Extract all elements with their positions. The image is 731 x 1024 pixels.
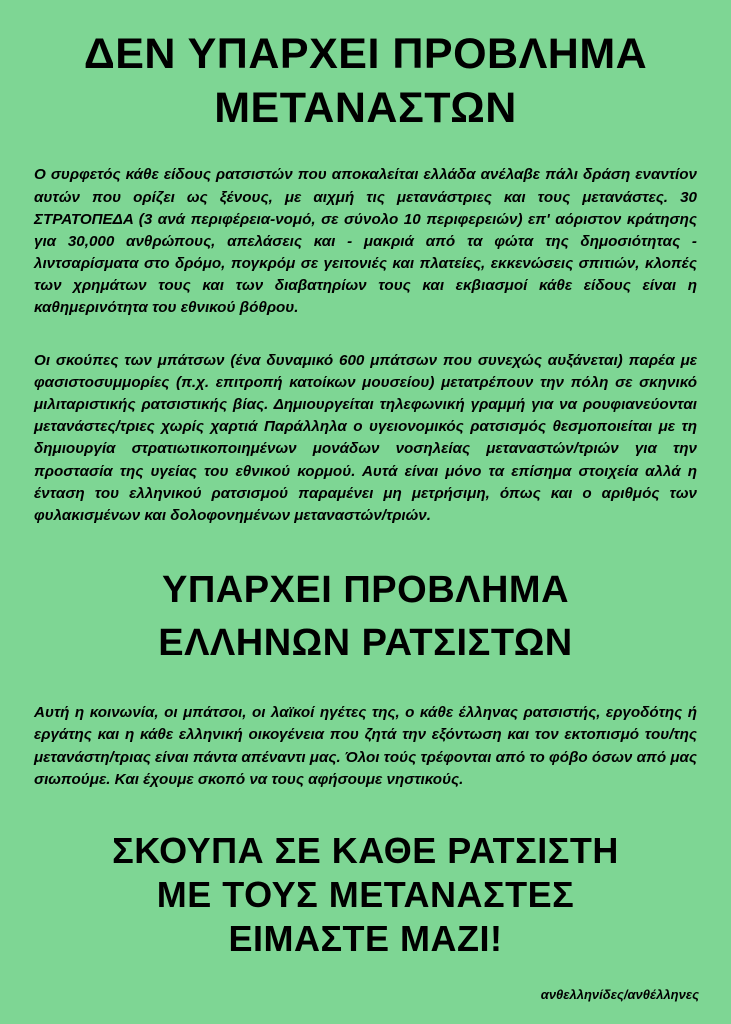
headline-secondary [28,569,703,664]
paragraph-one: Ο συρφετός κάθε είδους ρατσιστών που αποκαλείται ελλάδα ανέλαβε πάλι δράση εναντίον αυτών που ορίζει ως ξένους, με αιχμή τις μετανάστριες και τους μετανάστες. 30 ΣΤΡΑΤΟΠΕΔΑ (3 ανά περιφέρεια-νομό, σε σύνολο 10 περιφερειών) επ' αόριστον κράτησης για 30,000 ανθρώπους, απελάσεις και - μακριά από τα φώτα της δημοσιότητας - λιντσαρίσματα στο δρόμο, πογκρόμ σε γειτονιές και πλατείες, εκκενώσεις σπιτιών, κλοπές των χρημάτων τους και των διαβατηρίων τους και εκβιασμοί κάθε είδους είναι η καθημερινότητα του εθνικού βόθρου. [34,166,697,317]
headline-primary-line2: ΜΕΤΑΝΑΣΤΩΝ [214,84,517,133]
headline-secondary-line2: ΕΛΛΗΝΩΝ ΡΑΤΣΙΣΤΩΝ [158,621,573,664]
headline-closing-line1: ΣΚΟΥΠΑ ΣΕ ΚΑΘΕ ΡΑΤΣΙΣΤΗ [112,829,619,871]
headline-closing [28,829,703,961]
signature: ανθελληνίδες/ανθέλληνες [540,987,699,1002]
headline-primary [28,30,703,132]
headline-secondary-line1: ΥΠΑΡΧΕΙ ΠΡΟΒΛΗΜΑ [161,569,570,612]
headline-closing-line2: ΜΕ ΤΟΥΣ ΜΕΤΑΝΑΣΤΕΣ [156,873,575,915]
headline-closing-line3: ΕΙΜΑΣΤΕ ΜΑΖΙ! [228,917,503,959]
headline-primary-line1: ΔΕΝ ΥΠΑΡΧΕΙ ΠΡΟΒΛΗΜΑ [83,30,648,78]
paragraph-two: Οι σκούπες των μπάτσων (ένα δυναμικό 600 μπάτσων που συνεχώς αυξάνεται) παρέα με φασιστοσυμμορίες (π.χ. επιτροπή κατοίκων μουσείου) μετατρέπουν την πόλη σε σκηνικό μιλιταριστικής ρατσιστικής βίας. Δημιουργείται τηλεφωνική γραμμή για να ρουφιανεύονται μετανάστες/τριες χωρίς χαρτιά Παράλληλα ο υγειονομικός ρατσισμός θεσμοποιείται με τη δημιουργία στρατιωτικοποιημένων μονάδων νοσηλείας μεταναστών/τριών για την προστασία της υγείας του εθνικού κορμού. Αυτά είναι μόνο τα επίσημα στοιχεία αλλά η ένταση του ελληνικού ρατσισμού παραμένει μη μετρήσιμη, όπως και ο αριθμός των φυλακισμένων και δολοφονημένων μεταναστών/τριών. [34,351,697,524]
paragraph-three: Αυτή η κοινωνία, οι μπάτσοι, οι λαϊκοί ηγέτες της, ο κάθε έλληνας ρατσιστής, εργοδότης ή εργάτης και η κάθε ελληνική οικογένεια που ζητά την εξόντωση και τον εκτοπισμό του/της μετανάστη/τριας είναι πάντα απέναντι μας. Όλοι τούς τρέφονται από το φόβο όσων από μας σιωπούμε. Και έχουμε σκοπό να τους αφήσουμε νηστικούς. [34,704,697,788]
